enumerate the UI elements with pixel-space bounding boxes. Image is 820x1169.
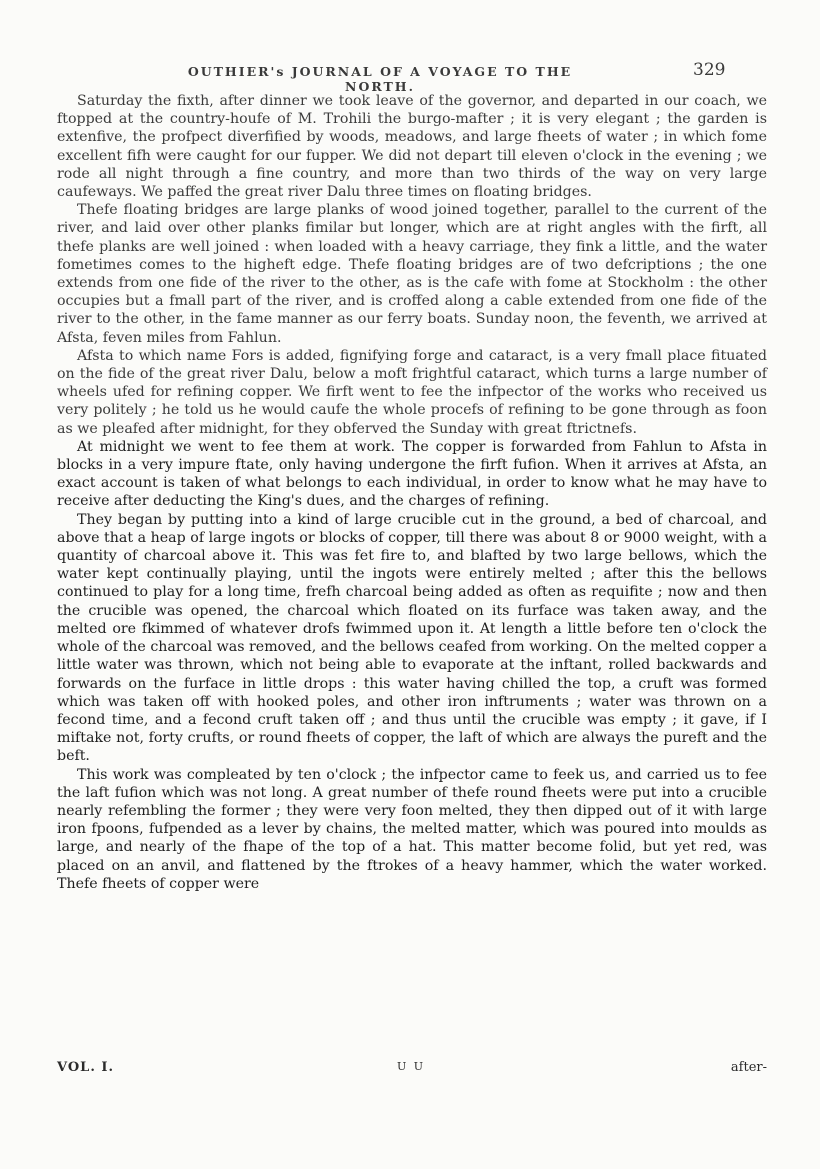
page-footer [57, 1060, 767, 1078]
page-number: 329 [693, 60, 726, 80]
running-title: OUTHIER's JOURNAL OF A VOYAGE TO THE NORTH. [187, 64, 573, 94]
signature-mark: U U [397, 1060, 426, 1073]
volume-label: VOL. I. [57, 1060, 114, 1075]
paragraph: Saturday the fixth, after dinner we took leave of the governor, and departed in our coach, we ftopped at the country-houfe of M. Trohili the burgo-mafter ; it is very elegant ; the garden is extenfive, the profpect diverfified by woods, meadows, and large fheets of water ; in which fome excellent fifh were caught for our fupper. We did not depart till eleven o'clock in the evening ; we rode all night through a fine country, and more than two thirds of the way on very large caufeways. We paffed the great river Dalu three times on floating bridges. [57, 93, 767, 201]
catchword: after- [730, 1060, 767, 1075]
body-text [57, 92, 767, 893]
paragraph: They began by putting into a kind of large crucible cut in the ground, a bed of charcoal, and above that a heap of large ingots or blocks of copper, till there was about 8 or 9000 weight, with a quantity of charcoal above it. This was fet fire to, and blafted by two large bellows, which the water kept continually playing, until the ingots were entirely melted ; after this the bellows continued to play for a long time, frefh charcoal being added as often as requifite ; now and then the crucible was opened, the charcoal which floated on its furface was taken away, and the melted ore fkimmed of whatever drofs fwimmed upon it. At length a little before ten o'clock the whole of the charcoal was removed, and the bellows ceafed from working. On the melted copper a little water was thrown, which not being able to evaporate at the inftant, rolled backwards and forwards on the furface in little drops : this water having chilled the top, a cruft was formed which was taken off with hooked poles, and other iron inftruments ; water was thrown on a fecond time, and a fecond cruft taken off ; and thus until the crucible was empty ; it gave, if I miftake not, forty crufts, or round fheets of copper, the laft of which are always the pureft and the beft. [57, 511, 767, 765]
paragraph: At midnight we went to fee them at work. The copper is forwarded from Fahlun to Afsta in blocks in a very impure ftate, only having undergone the firft fufion. When it arrives at Afsta, an exact account is taken of what belongs to each individual, in order to know what he may have to receive after deducting the King's dues, and the charges of refining. [57, 438, 767, 510]
paragraph: Afsta to which name Fors is added, fignifying forge and cataract, is a very fmall place fituated on the fide of the great river Dalu, below a moft frightful cataract, which turns a large number of wheels ufed for refining copper. We firft went to fee the infpector of the works who received us very politely ; he told us he would caufe the whole procefs of refining to be gone through as foon as we pleafed after midnight, for they obferved the Sunday with great ftrictnefs. [57, 347, 767, 437]
paragraph: Thefe floating bridges are large planks of wood joined together, parallel to the current of the river, and laid over other planks fimilar but longer, which are at right angles with the firft, all thefe planks are well joined : when loaded with a heavy carriage, they fink a little, and the water fometimes comes to the higheft edge. Thefe floating bridges are of two defcriptions ; the one extends from one fide of the river to the other, as is the cafe with fome at Stockholm : the other occupies but a fmall part of the river, and is croffed along a cable extended from one fide of the river to the other, in the fame manner as our ferry boats. Sunday noon, the feventh, we arrived at Afsta, feven miles from Fahlun. [57, 202, 767, 346]
paragraph: This work was compleated by ten o'clock ; the infpector came to feek us, and carried us to fee the laft fufion which was not long. A great number of thefe round fheets were put into a crucible nearly refembling the former ; they were very foon melted, they then dipped out of it with large iron fpoons, fufpended as a lever by chains, the melted matter, which was poured into moulds as large, and nearly of the fhape of the top of a hat. This matter become folid, but yet red, was placed on an anvil, and flattened by the ftrokes of a heavy hammer, which the water worked. Thefe fheets of copper were [57, 766, 767, 892]
